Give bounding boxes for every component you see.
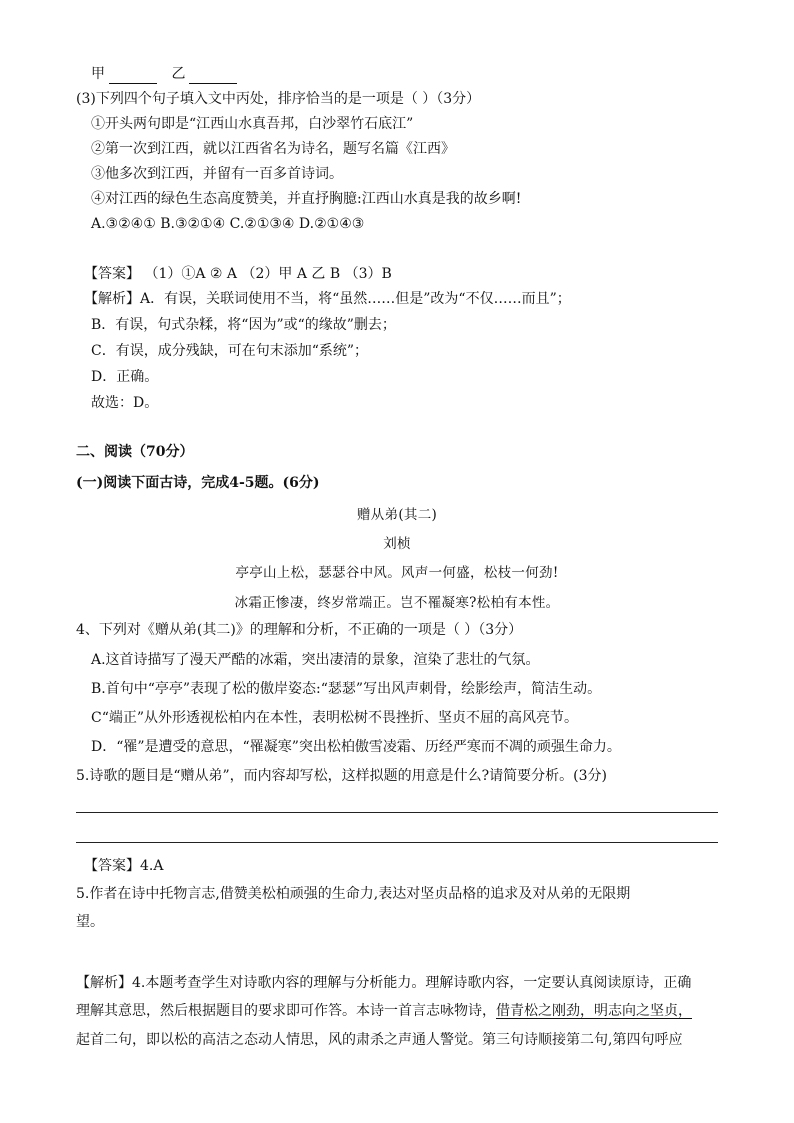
q3-stem: (3)下列四个句子填入文中丙处，排序恰当的是一项是（ ）（3分） <box>76 91 481 107</box>
blank-yi-label: 乙 <box>171 66 186 82</box>
q4-stem: 4、下列对《赠从弟(其二)》的理解和分析，不正确的一项是（ ）（3分） <box>76 622 523 638</box>
q4-option-b: B.首句中“亭亭”表现了松的傲岸姿态:“瑟瑟”写出风声刺骨，绘影绘声，简洁生动。 <box>91 681 602 697</box>
q3-options: A.③②④① B.③②①④ C.②①③④ D.②①④③ <box>91 216 365 232</box>
analysis-2-line-3: 起首二句，即以松的高洁之态动人情思，风的肃杀之声通人警觉。第三句诗顺接第二句,第四句呼应 <box>76 1032 683 1048</box>
analysis-1-b: B．有误，句式杂糅，将“因为”或“的缘故”删去； <box>91 317 396 333</box>
q4-option-c: C“端正”从外形透视松柏内在本性，表明松树不畏挫折、坚贞不屈的高风亮节。 <box>91 710 579 726</box>
blank-yi-line <box>189 69 237 84</box>
section-2-title: 二、阅读（70分） <box>76 444 194 460</box>
analysis-1-choice: 故选：D。 <box>91 395 159 411</box>
poem-line-2: 冰霜正惨凄，终岁常端正。岂不罹凝寒?松柏有本性。 <box>234 595 560 611</box>
answer-1: 【答案】 （1）①A ② A （2）甲 A 乙 B （3）B <box>84 266 392 282</box>
analysis-2-underlined-text: 借青松之刚劲，明志向之坚贞， <box>496 1003 692 1019</box>
blank-jia-label: 甲 <box>91 66 105 82</box>
poem-title: 赠从弟(其二) <box>356 507 438 523</box>
answer-2-line-2: 望。 <box>76 914 104 930</box>
analysis-1-c: C．有误，成分残缺，可在句末添加“系统”； <box>91 343 369 359</box>
q3-sentence-1: ①开头两句即是“江西山水真吾邦，白沙翠竹石底江” <box>91 116 414 132</box>
q3-sentence-2: ②第一次到江西，就以江西省名为诗名，题写名篇《江西》 <box>91 141 455 157</box>
q3-sentence-3: ③他多次到江西，并留有一百多首诗词。 <box>91 166 343 182</box>
q5-stem: 5.诗歌的题目是“赠从弟”，而内容却写松，这样拟题的用意是什么?请简要分析。(3分) <box>76 768 608 784</box>
q3-sentence-4: ④对江西的绿色生态高度赞美，并直抒胸臆:江西山水真是我的故乡啊! <box>91 191 522 207</box>
answer-line-2 <box>76 842 718 843</box>
answer-line-1 <box>76 812 718 813</box>
answer-2-line-1: 5.作者在诗中托物言志,借赞美松柏顽强的生命力,表达对坚贞品格的追求及对从弟的无限期 <box>76 886 631 902</box>
analysis-1: 【解析】A．有误，关联词使用不当，将“虽然……但是”改为“不仅……而且”； <box>84 291 571 307</box>
poem-author: 刘桢 <box>383 536 411 552</box>
analysis-2-line-1: 【解析】4.本题考查学生对诗歌内容的理解与分析能力。理解诗歌内容，一定要认真阅读原诗，正确 <box>76 975 692 991</box>
blank-jia-line <box>109 69 157 84</box>
q4-option-a: A.这首诗描写了漫天严酷的冰霜，突出凄清的景象，渲染了悲壮的气氛。 <box>91 652 540 668</box>
poem-line-1: 亭亭山上松，瑟瑟谷中风。风声一何盛，松枝一何劲! <box>235 565 559 581</box>
analysis-2-line-2-text: 理解其意思，然后根据题目的要求即可作答。本诗一首言志咏物诗， <box>76 1003 496 1019</box>
analysis-1-d: D．正确。 <box>91 369 159 385</box>
answer-2: 【答案】4.A <box>84 858 164 874</box>
section-2-subtitle: (一)阅读下面古诗，完成4-5题。(6分) <box>76 475 320 491</box>
analysis-2-line-2 <box>76 1001 692 1021</box>
q4-option-d: D．“罹”是遭受的意思，“罹凝寒”突出松柏傲雪凌霜、历经严寒而不凋的顽强生命力。 <box>91 739 621 755</box>
answer-blanks <box>91 64 247 84</box>
